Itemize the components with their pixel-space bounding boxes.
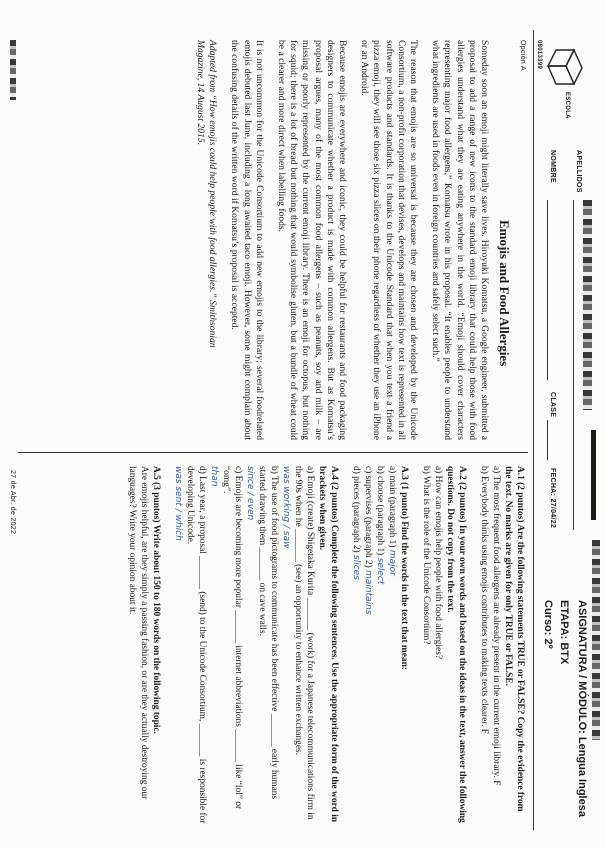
article-source-line-1: Adapted from “How emojis could help people with food allergies.” Smithsonian (207, 40, 219, 348)
a2-item-a: a) How can emojis help people with food allergies? (433, 466, 443, 659)
a4-title: A.4 (2 puntos) Complete the following sentences. Use the appropriate form of the word in brackets when given. (317, 466, 339, 823)
a1-item-a: a) The most frequent food allergens are already present in the current emoji library. F (491, 466, 501, 786)
school-code: 08013399 (536, 40, 542, 70)
a3-item-a: a) main (paragraph 1) (387, 466, 397, 548)
school-logo (544, 40, 586, 90)
a1-title: A.1 (2 puntos) Are the following statements TRUE or FALSE? Copy the evidence from the text. No marks are given for only TRUE or FALSE. (503, 466, 525, 812)
scan-redaction-2 (10, 40, 16, 100)
a5-title: A.5 (3 puntos) Write about 150 to 180 words on the following topic. (151, 466, 161, 734)
a4-hand-d1: was sent (173, 466, 183, 506)
nombre-label: NOMBRE (549, 150, 556, 183)
a5-body: Are emojis helpful, are they simply a passing fashion, or are they actually destroying our languages? Write your opinion about it. (127, 466, 149, 800)
logo-text: ESCOLA (564, 92, 570, 119)
a4-hand-c1: than (209, 466, 219, 487)
a4-hand-b1: since (245, 466, 255, 490)
scan-redaction-1 (591, 430, 596, 520)
a3-item-b: b) choose (paragraph 1) (375, 466, 385, 556)
a4-hand-a1: was working (281, 466, 291, 523)
a3-answer-b: select (375, 557, 385, 585)
redacted-name-block (592, 540, 600, 740)
a4-hand-d2: which (173, 514, 183, 541)
a2-title: A.2 (2 puntos) In your own words and based on the ideas in the text, answer the following questions. Do not copy from the text. (445, 466, 467, 823)
a4-item-d: d) Last year, a proposal _______ (send) to the Unicode Consortium, _______ is responsible for developing Unicode. (185, 466, 207, 824)
stage: ETAPA: BTX (558, 600, 570, 665)
a4-hand-a: was working / saw (281, 466, 291, 549)
cube-logo-icon (544, 40, 586, 90)
redacted-header-block (583, 200, 592, 410)
a3-answer-c: maintains (363, 570, 373, 615)
option-label: Opción A (519, 40, 526, 71)
date-label: FECHA: 27/04/22 (549, 468, 556, 529)
a4-item-b: b) The use of food pictograms to communicate has been effective _______ early humans started drawing them _______ on cave walls. (257, 466, 279, 800)
a4-hand-b2: even (245, 498, 255, 521)
a3-item-d: d) pieces (paragraph 2) (351, 466, 361, 553)
article-paragraph-2: The reason that emojis are so universal is because they are chosen and developed by the Unicode Consortium, a non-profit corporation that devises, develops and maintains how text is represented in all software products and standards. It is thanks to the Unicode Standard that when you text a friend a pizza emoji, they will see those six pizza slices on their phone regardless of whether they use an iPhone or an Android. (359, 40, 419, 440)
clase-label: CLASE (549, 392, 556, 418)
a3-answer-d: slices (351, 555, 361, 580)
article-paragraph-3: Because emojis are everywhere and iconic, they could be helpful for restaurants and food packaging designers to communicate whether a product is made with common allergens. But as Komatsu’s proposal argues, many of the most common food allergens – such as peanuts, soy and milk – are missing or poorly represented by the current emoji library. There is an emoji for octopus, but nothing for squid; there is a lot of bread but nothing that would symbolise gluten, but a bundle of wheat could be a clearer and more direct when labelling foods. (275, 40, 348, 440)
a4-hand-b: since / even (245, 466, 255, 521)
subject-title: ASIGNATURA / MÓDULO: Lengua Inglesa (576, 600, 588, 817)
article-source-line-2: Magazine, 14 August 2015. (194, 40, 206, 146)
footer-page-note: 27 de Abr. de 2022 (9, 470, 16, 535)
a4-item-c: c) Emojis are becoming more popular _______ internet abbreviations _______ like “lol” or “omg”. (221, 466, 243, 810)
a3-title: A.3 (1 punto) Find the words in the text that mean: (399, 466, 409, 670)
a1-item-b: b) Everybody thinks using emojis contributes to making texts clearer. F (479, 466, 489, 734)
a4-hand-d: was sent / which (173, 466, 183, 541)
article-body (194, 40, 490, 440)
article-title: Emojis and Food Allergies (497, 220, 512, 367)
article-paragraph-1: Someday soon an emoji might literally save lives. Hiroyuki Komatsu, a Google engineer, submitted a proposal to add a range of new icons to the standard emoji library that could help those with food allergies understand what they are eating anywhere in the world. “Emoji should cover characters representing major food allergens,” Komatsu wrote in his proposal. “It enables people to understand what ingredients are used in foods even in foreign countries and safely select such.” (430, 40, 490, 440)
course: Curso: 2º (542, 600, 554, 649)
a4-hand-a2: saw (281, 530, 291, 549)
article-paragraph-4: It is not uncommon for the Unicode Consortium to add new emojis to the library; several foodrelated emojis debuted last June, including a long awaited taco emoji. However, some might complain about the confusing details of the written word if Komatsu’s proposal is accepted. (229, 40, 265, 440)
a3-answer-a: major (387, 549, 397, 576)
apellidos-label: APELLIDOS (575, 150, 582, 193)
a4-item-a: a) Emoji (create) Shigetaka Kurita _______ (work) for a Japanese telecommunications firm in the 90s when he _______ (see) an opportunity to enhance written exchanges. (293, 466, 315, 820)
a3-item-c: c) supervises (paragraph 2) (363, 466, 373, 568)
a4-hand-c (208, 466, 220, 826)
questions-column (126, 466, 526, 826)
a2-item-b: b) What is the role of the Unicode Consortium? (421, 466, 431, 645)
